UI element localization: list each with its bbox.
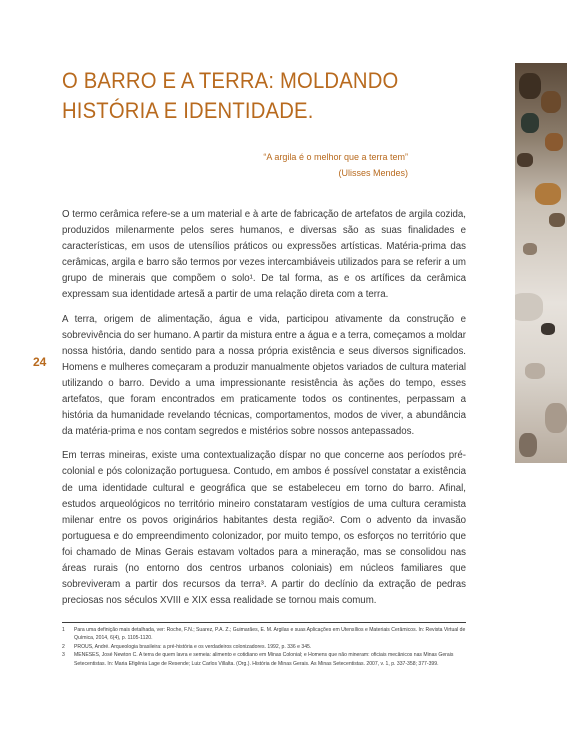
ceramics-photo bbox=[515, 63, 567, 463]
footnote bbox=[62, 626, 466, 643]
page-title bbox=[62, 66, 422, 126]
footnote-text: PROUS, André. Arqueologia brasileira: a pré-história e os verdadeiros colonizadores. 1992, p. 336 e 345. bbox=[74, 643, 312, 650]
footnote-text: MENESES, José Newton C. A terra de quem lavra e semeia: alimento e cotidiano em Minas Colonial; e Homens que não mineram: oficiais mecânicos nas Minas Gerais Setecentistas. In: Maria Efigênia Lage de Resende; Luiz Carlos Villalta. (Org.). História de Minas Gerais. As Minas Setecentistas. 2007, v. 1, p. 337-358; 377-399. bbox=[74, 652, 454, 667]
title-line-1: O BARRO E A TERRA: MOLDANDO bbox=[62, 68, 399, 93]
footnote-text: Para uma definição mais detalhada, ver: Roche, F.N.; Suarez, P.A. Z.; Guimarães, E. M. Argilas e suas Aplicações em Utensílios e Materiais Cerâmicos. In: Revista Virtual de Química, 2014, 6(4), p. 1105-1120. bbox=[74, 627, 466, 642]
epigraph-author: (Ulisses Mendes) bbox=[338, 168, 408, 178]
footnote bbox=[62, 643, 466, 651]
epigraph-quote: “A argila é o melhor que a terra tem” bbox=[263, 152, 408, 162]
paragraph: A terra, origem de alimentação, água e vida, participou ativamente da construção e sobrevivência do ser humano. A partir da mistura entre a água e a terra, começamos a moldar nossa história, dando sentido para a nossa própria existência e seus diversos significados. Homens e mulheres começaram a produzir manualmente objetos variados de cultura material utilizando o barro. Devido a uma impressionante resistência às ações do tempo, esses artefatos, que foram encontrados em praticamente todos os continentes, perpassam a história da humanidade revelando técnicas, comportamentos, modos de viver, a abundância da matéria-prima e nos contam segredos e mistérios sobre nossos antepassados. bbox=[62, 313, 466, 438]
paragraph: O termo cerâmica refere-se a um material e à arte de fabricação de artefatos de argila cozida, produzidos milenarmente pelos seres humanos, e diversas são as suas finalidades e características, em usos de utensílios práticos ou expressões artísticas. Matéria-prima das cerâmicas, argila e barro são termos por vezes intercambiáveis utilizados para se referir a um grupo de minerais que compõem o solo¹. De tal forma, as e os artífices da cerâmica expressam sua identidade artesã a partir de uma relação direta com a terra. bbox=[62, 209, 466, 301]
epigraph bbox=[148, 149, 408, 181]
footnote-number: 2 bbox=[62, 643, 65, 650]
footnote bbox=[62, 651, 466, 668]
footnote-number: 1 bbox=[62, 627, 65, 633]
title-line-2: HISTÓRIA E IDENTIDADE. bbox=[62, 98, 314, 123]
paragraph: Em terras mineiras, existe uma contextualização díspar no que concerne aos períodos pré-colonial e pós colonização portuguesa. Contudo, em ambos é possível constatar a existência de uma identidade cultural e geográfica que se estabeleceu em torno do barro. Afinal, estudos arqueológicos no território mineiro constataram vestígios de uma cultura ceramista milenar entre os povos originários habitantes desta região². Com o advento da invasão portuguesa e do empreendimento colonizador, por muito tempo, os esforços no território que foi chamado de Minas Gerais estavam voltados para a mineração, mas se consolidou nas áreas rurais (no entorno dos centros urbanos coloniais) em núcleos familiares que sobreviveram a partir dos recursos da terra³. A partir do declínio da extração de pedras preciosas nos séculos XVIII e XIX essa realidade se tornou mais comum. bbox=[62, 450, 466, 607]
page-number: 24 bbox=[33, 355, 47, 369]
footnotes bbox=[62, 622, 466, 668]
body-text bbox=[62, 207, 466, 617]
footnote-number: 3 bbox=[62, 652, 65, 659]
